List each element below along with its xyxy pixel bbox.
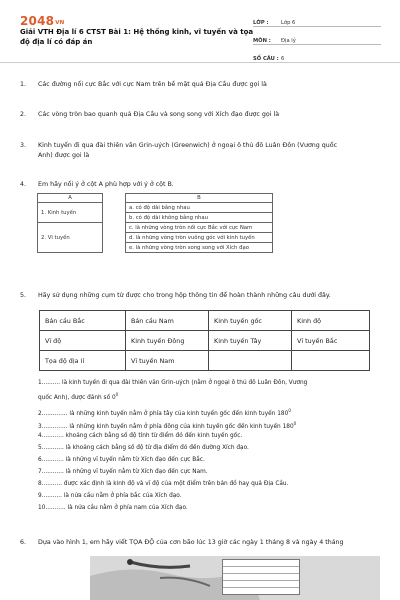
column-b-item: b. có độ dài không bằng nhau — [126, 213, 273, 223]
info-box — [253, 12, 381, 66]
table-gap — [103, 233, 126, 243]
question-1-text: Các đường nối cực Bắc với cực Nam trên bề mặt quả Địa Cầu được gọi là — [38, 81, 267, 88]
question-2-number: 2. — [20, 111, 27, 118]
question-4-text: Em hãy nối ý ở cột A phù hợp với ý ở cột B. — [38, 181, 174, 188]
info-label: MÔN : — [253, 38, 271, 44]
table-gap — [103, 213, 126, 223]
logo-suffix: VN — [55, 20, 65, 26]
fill-sentence-10: 10........... là nửa cầu nằm ở phía nam của Xích đạo. — [38, 505, 188, 511]
legend-row — [223, 567, 299, 574]
header-divider — [0, 62, 400, 63]
info-label: LỚP : — [253, 20, 269, 26]
info-row-count — [253, 48, 381, 63]
word-cell: Bán cầu Bắc — [40, 311, 126, 331]
word-cell: Vĩ độ — [40, 331, 126, 351]
word-cell: Bán cầu Nam — [126, 311, 209, 331]
question-6-number: 6. — [20, 539, 27, 546]
column-b-item: e. là những vòng tròn song song với Xích đạo — [126, 243, 273, 253]
fill-sentence-5: 5............ là khoảng cách bằng số độ từ địa điểm đó đến đường Xích đạo. — [38, 445, 249, 451]
column-a-header: A — [38, 194, 103, 203]
logo-text: 2048 — [20, 14, 55, 28]
question-5-number: 5. — [20, 292, 27, 299]
map-legend — [222, 559, 300, 595]
storm-position-marker — [127, 559, 133, 565]
table-gap — [103, 203, 126, 213]
table-gap — [103, 194, 126, 203]
info-value: Địa lý — [281, 38, 296, 44]
info-value: Lớp 6 — [281, 20, 296, 26]
question-3-line-1: Kinh tuyến đi qua đài thiên văn Grin-uých (Greenwich) ở ngoại ô thủ đô Luân Đôn (Vương quốc — [38, 142, 338, 149]
fill-sentence-text: quốc Anh), được đánh số 0 — [38, 394, 116, 401]
word-cell: Kinh tuyến Đông — [126, 331, 209, 351]
column-b-item: d. là những vòng tròn vuông góc với kinh tuyến — [126, 233, 273, 243]
matching-table — [37, 193, 273, 253]
question-3-line-2: Anh) được gọi là — [38, 152, 90, 159]
fill-sentence-2 — [38, 406, 291, 419]
fill-sentence-3 — [38, 419, 296, 432]
column-a-item: 2. Vĩ tuyến — [38, 223, 103, 253]
question-4-number: 4. — [20, 181, 27, 188]
storm-track — [130, 562, 190, 567]
question-5-text: Hãy sử dụng những cụm từ được cho trong hộp thông tin để hoàn thành những câu dưới đây. — [38, 292, 331, 299]
page-header — [0, 0, 400, 62]
degree-mark: 0 — [115, 392, 119, 397]
page-title: Giải VTH Địa lí 6 CTST Bài 1: Hệ thống kinh, vĩ tuyến và tọa độ địa lí có đáp án — [20, 28, 254, 46]
word-box-table — [39, 310, 370, 371]
legend-row — [223, 581, 299, 588]
info-label: SỐ CÂU : — [253, 56, 279, 62]
info-row-subject — [253, 30, 381, 45]
word-cell: Kinh tuyến Tây — [209, 331, 292, 351]
word-cell: Vĩ tuyến Nam — [126, 351, 209, 371]
column-b-item: a. có độ dài bằng nhau — [126, 203, 273, 213]
question-6-text: Dựa vào hình 1, em hãy viết TỌA ĐỘ của cơn bão lúc 13 giờ các ngày 1 tháng 8 và ngày 4 tháng — [38, 539, 344, 546]
legend-row — [223, 560, 299, 567]
table-gap — [103, 243, 126, 253]
fill-sentence-9: 9........... là nửa cầu nằm ở phía bắc của Xích đạo. — [38, 493, 182, 499]
degree-mark: 0 — [288, 408, 291, 413]
fill-sentence-text: 3.............. là những kinh tuyến nằm ở phía đông của kinh tuyến gốc đến kinh tuyến 180 — [38, 423, 294, 430]
legend-row — [223, 588, 299, 594]
degree-mark: 0 — [293, 421, 297, 426]
fill-sentence-text: 2.............. là những kinh tuyến nằm ở phía tây của kinh tuyến gốc đến kinh tuyến 180 — [38, 410, 289, 417]
fill-sentence-8: 8........... được xác định là kinh độ và vĩ độ của một điểm trên bản đồ hay quả Địa Cầu. — [38, 481, 289, 487]
question-3-number: 3. — [20, 142, 27, 149]
word-cell — [292, 351, 370, 371]
table-gap — [103, 223, 126, 233]
fill-sentence-6: 6............ là những vĩ tuyến nằm từ Xích đạo đến cực Bắc. — [38, 457, 205, 463]
word-cell: Vĩ tuyến Bắc — [292, 331, 370, 351]
word-cell: Tọa độ địa lí — [40, 351, 126, 371]
word-cell: Kinh độ — [292, 311, 370, 331]
column-b-header: B — [126, 194, 273, 203]
fill-sentence-4: 4............ khoảng cách bằng số độ tính từ điểm đó đến kinh tuyến gốc. — [38, 433, 243, 439]
question-1-number: 1. — [20, 81, 27, 88]
fill-sentence-7: 7............ là những vĩ tuyến nằm từ Xích đạo đến cực Nam. — [38, 469, 208, 475]
legend-row — [223, 574, 299, 581]
info-value: 6 — [281, 56, 285, 62]
fill-sentence-1b — [38, 390, 118, 403]
question-2-text: Các vòng tròn bao quanh quả Địa Cầu và song song với Xích đạo được gọi là — [38, 111, 280, 118]
info-row-class — [253, 12, 381, 27]
column-a-item: 1. Kinh tuyến — [38, 203, 103, 223]
word-cell — [209, 351, 292, 371]
fill-sentence-1a: 1.......... là kinh tuyến đi qua đài thiên văn Grin-uých (nằm ở ngoại ô thủ đô Luân Đôn, Vương — [38, 380, 308, 386]
column-b-item: c. là những vòng tròn nối cực Bắc với cực Nam — [126, 223, 273, 233]
word-cell: Kinh tuyến gốc — [209, 311, 292, 331]
site-logo[interactable] — [20, 14, 64, 28]
